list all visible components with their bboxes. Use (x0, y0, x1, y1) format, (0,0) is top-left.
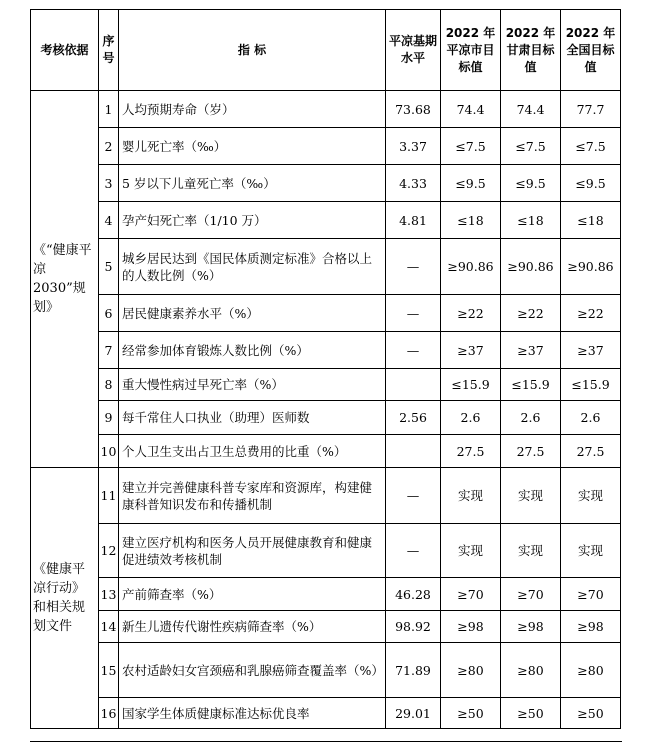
row-gansu: ≥80 (501, 643, 561, 698)
row-seq: 10 (99, 435, 119, 468)
row-pingliang: ≤15.9 (441, 369, 501, 401)
row-seq: 11 (99, 468, 119, 524)
row-national: ≤7.5 (561, 128, 621, 165)
row-national: ≥22 (561, 295, 621, 332)
row-national: ≥80 (561, 643, 621, 698)
row-indicator: 产前筛查率（%） (119, 578, 386, 611)
row-baseline: 2.56 (386, 401, 441, 435)
bottom-rule (30, 741, 622, 742)
row-national: 实现 (561, 524, 621, 578)
row-seq: 16 (99, 698, 119, 729)
row-national: ≤9.5 (561, 165, 621, 202)
row-seq: 3 (99, 165, 119, 202)
row-pingliang: 实现 (441, 524, 501, 578)
table-row (31, 295, 621, 332)
row-baseline: — (386, 468, 441, 524)
row-pingliang: ≤18 (441, 202, 501, 239)
table-row (31, 435, 621, 468)
row-pingliang: 2.6 (441, 401, 501, 435)
row-national: 77.7 (561, 91, 621, 128)
row-national: ≥70 (561, 578, 621, 611)
table-row (31, 369, 621, 401)
header-national-2022: 2022 年全国目标值 (561, 10, 621, 91)
row-baseline: — (386, 295, 441, 332)
row-indicator: 人均预期寿命（岁） (119, 91, 386, 128)
row-baseline: 71.89 (386, 643, 441, 698)
row-gansu: ≥50 (501, 698, 561, 729)
row-gansu: 实现 (501, 524, 561, 578)
table-row (31, 611, 621, 643)
row-seq: 13 (99, 578, 119, 611)
row-pingliang: ≥98 (441, 611, 501, 643)
row-baseline (386, 435, 441, 468)
row-baseline: 3.37 (386, 128, 441, 165)
header-gansu-2022: 2022 年甘肃目标值 (501, 10, 561, 91)
row-gansu: ≥98 (501, 611, 561, 643)
row-gansu: ≥22 (501, 295, 561, 332)
row-indicator: 每千常住人口执业（助理）医师数 (119, 401, 386, 435)
row-gansu: ≤7.5 (501, 128, 561, 165)
table-header-row (31, 10, 621, 91)
table-row (31, 165, 621, 202)
row-indicator: 个人卫生支出占卫生总费用的比重（%） (119, 435, 386, 468)
row-national: 2.6 (561, 401, 621, 435)
row-seq: 2 (99, 128, 119, 165)
row-indicator: 城乡居民达到《国民体质测定标准》合格以上的人数比例（%） (119, 239, 386, 295)
row-pingliang: 74.4 (441, 91, 501, 128)
row-national: ≤15.9 (561, 369, 621, 401)
table-row (31, 128, 621, 165)
row-seq: 9 (99, 401, 119, 435)
row-baseline: — (386, 239, 441, 295)
row-national: ≤18 (561, 202, 621, 239)
row-pingliang: ≥70 (441, 578, 501, 611)
table-row (31, 401, 621, 435)
table-row (31, 524, 621, 578)
table-row (31, 91, 621, 128)
row-pingliang: ≥22 (441, 295, 501, 332)
table-row (31, 332, 621, 369)
row-gansu: 2.6 (501, 401, 561, 435)
row-baseline: — (386, 524, 441, 578)
row-baseline: 29.01 (386, 698, 441, 729)
row-seq: 15 (99, 643, 119, 698)
row-pingliang: ≤9.5 (441, 165, 501, 202)
row-gansu: ≥90.86 (501, 239, 561, 295)
row-gansu: ≥37 (501, 332, 561, 369)
row-indicator: 国家学生体质健康标准达标优良率 (119, 698, 386, 729)
row-indicator: 孕产妇死亡率（1/10 万） (119, 202, 386, 239)
table-row (31, 239, 621, 295)
table-row (31, 202, 621, 239)
row-indicator: 建立并完善健康科普专家库和资源库，构建健康科普知识发布和传播机制 (119, 468, 386, 524)
row-seq: 12 (99, 524, 119, 578)
health-indicator-table (30, 9, 621, 729)
row-national: ≥37 (561, 332, 621, 369)
row-gansu: ≤9.5 (501, 165, 561, 202)
group-basis-cell: 《健康平凉行动》和相关规划文件 (31, 468, 99, 729)
row-seq: 5 (99, 239, 119, 295)
row-national: 实现 (561, 468, 621, 524)
indicator-table-wrapper (30, 9, 621, 729)
table-row (31, 643, 621, 698)
row-baseline: 98.92 (386, 611, 441, 643)
row-indicator: 重大慢性病过早死亡率（%） (119, 369, 386, 401)
row-pingliang: ≥80 (441, 643, 501, 698)
row-national: ≥50 (561, 698, 621, 729)
header-baseline: 平凉基期水平 (386, 10, 441, 91)
row-national: ≥90.86 (561, 239, 621, 295)
row-seq: 8 (99, 369, 119, 401)
row-seq: 1 (99, 91, 119, 128)
row-gansu: ≤18 (501, 202, 561, 239)
row-seq: 4 (99, 202, 119, 239)
row-gansu: ≤15.9 (501, 369, 561, 401)
row-indicator: 新生儿遗传代谢性疾病筛查率（%） (119, 611, 386, 643)
row-baseline: 46.28 (386, 578, 441, 611)
table-row (31, 698, 621, 729)
row-pingliang: 27.5 (441, 435, 501, 468)
row-gansu: 74.4 (501, 91, 561, 128)
row-gansu: 实现 (501, 468, 561, 524)
row-indicator: 婴儿死亡率（‰） (119, 128, 386, 165)
row-indicator: 经常参加体育锻炼人数比例（%） (119, 332, 386, 369)
header-pingliang-2022: 2022 年平凉市目标值 (441, 10, 501, 91)
row-indicator: 5 岁以下儿童死亡率（‰） (119, 165, 386, 202)
header-indicator: 指 标 (119, 10, 386, 91)
row-seq: 14 (99, 611, 119, 643)
row-baseline: 4.81 (386, 202, 441, 239)
header-basis: 考核依据 (31, 10, 99, 91)
row-indicator: 农村适龄妇女宫颈癌和乳腺癌筛查覆盖率（%） (119, 643, 386, 698)
row-seq: 7 (99, 332, 119, 369)
row-pingliang: ≥90.86 (441, 239, 501, 295)
row-baseline: — (386, 332, 441, 369)
row-national: 27.5 (561, 435, 621, 468)
row-pingliang: ≤7.5 (441, 128, 501, 165)
row-pingliang: ≥50 (441, 698, 501, 729)
table-row (31, 468, 621, 524)
row-national: ≥98 (561, 611, 621, 643)
row-baseline: 4.33 (386, 165, 441, 202)
row-baseline: 73.68 (386, 91, 441, 128)
group-basis-cell: 《“健康平凉 2030”规划》 (31, 91, 99, 468)
row-baseline (386, 369, 441, 401)
row-gansu: ≥70 (501, 578, 561, 611)
row-indicator: 建立医疗机构和医务人员开展健康教育和健康促进绩效考核机制 (119, 524, 386, 578)
row-pingliang: ≥37 (441, 332, 501, 369)
table-row (31, 578, 621, 611)
row-pingliang: 实现 (441, 468, 501, 524)
row-seq: 6 (99, 295, 119, 332)
row-gansu: 27.5 (501, 435, 561, 468)
header-seq: 序号 (99, 10, 119, 91)
row-indicator: 居民健康素养水平（%） (119, 295, 386, 332)
